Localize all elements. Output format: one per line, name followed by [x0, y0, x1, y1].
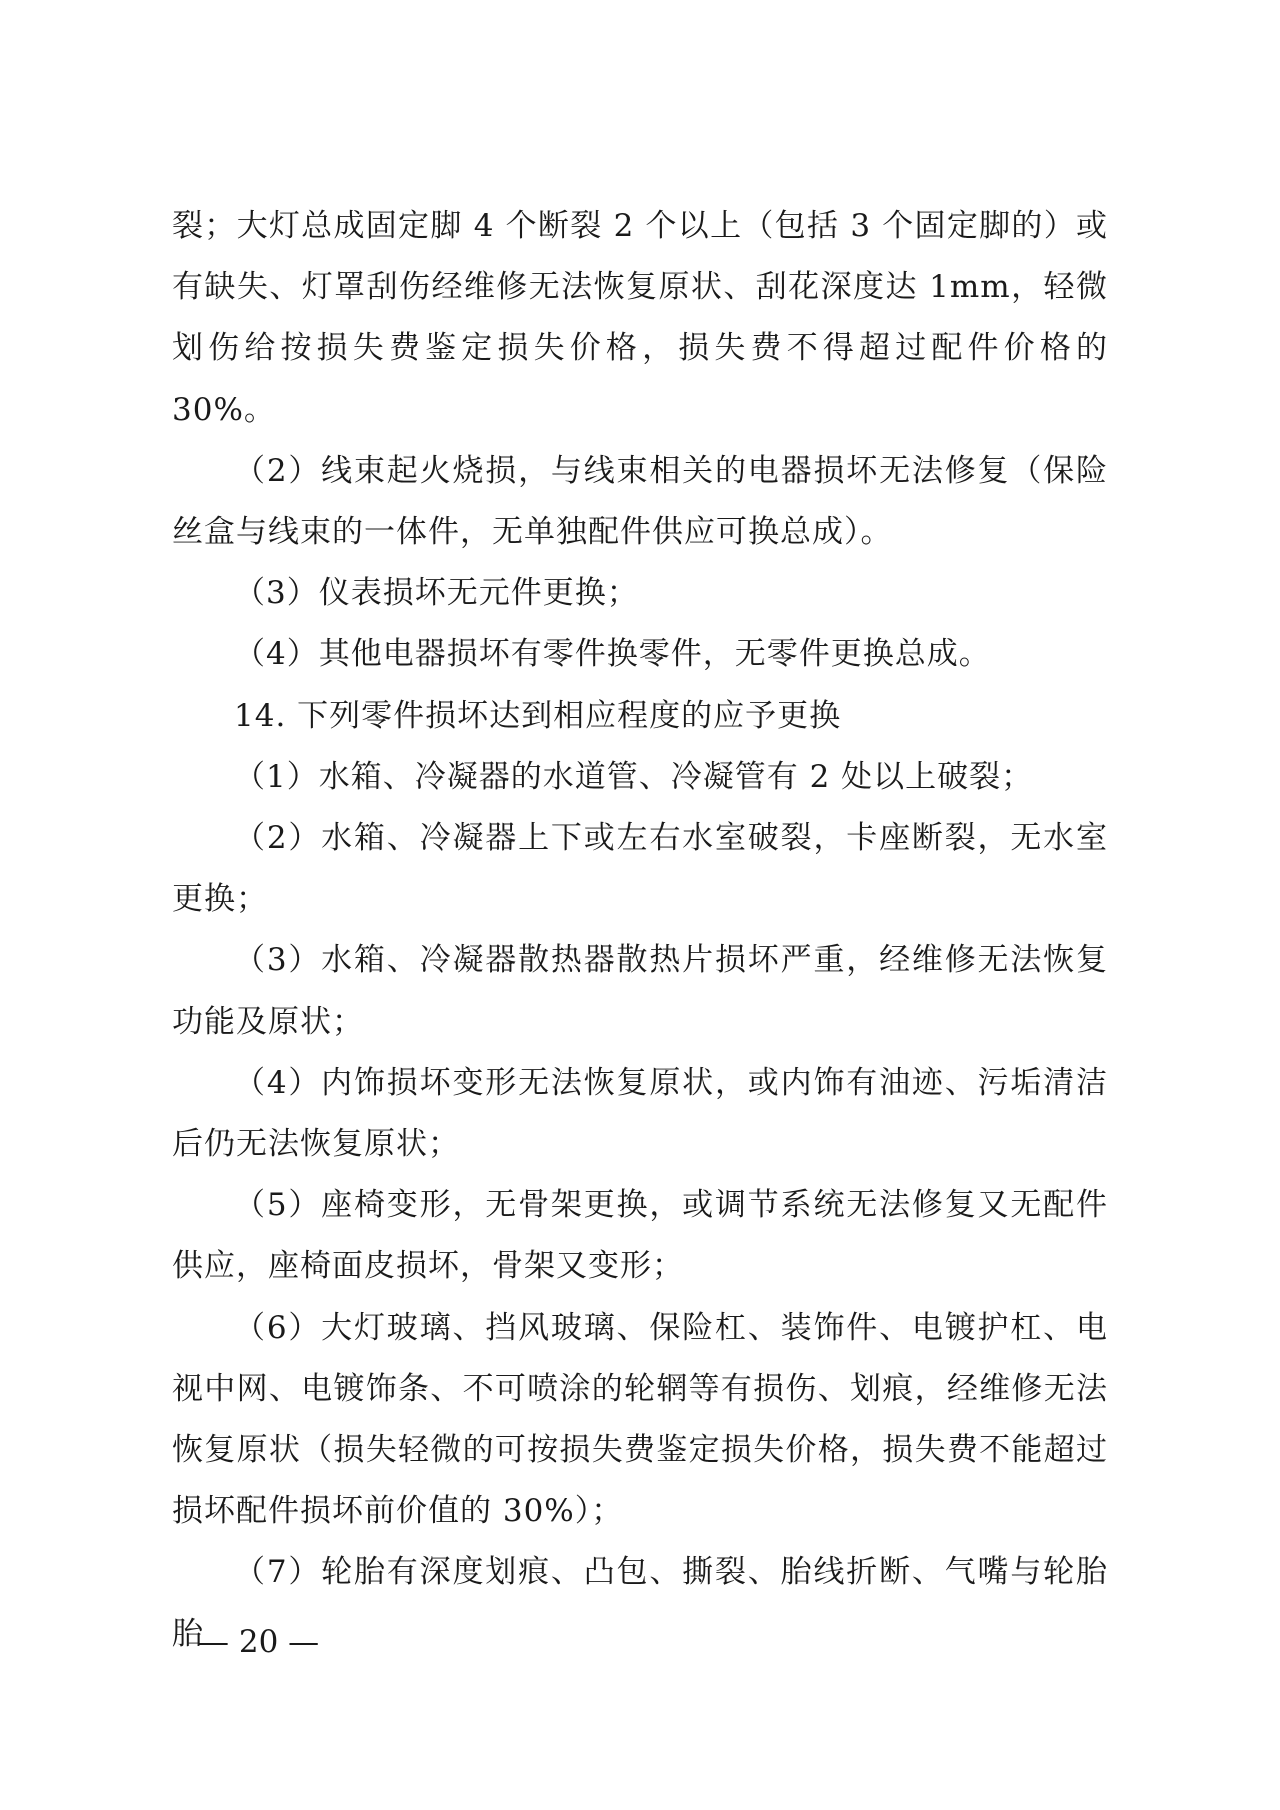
page-number: — 20 — — [198, 1624, 320, 1660]
paragraph-item-4-electrical: （4）其他电器损坏有零件换零件，无零件更换总成。 — [234, 636, 991, 673]
paragraph-continuation: 裂；大灯总成固定脚 4 个断裂 2 个以上（包括 3 个固定脚的）或有缺失、灯罩刮伤经维修无法恢复原状、刮花深度达 1mm，轻微划伤给按损失费鉴定损失价格，损失费不得超过配件价格的 30%。 — [172, 208, 1108, 428]
section-heading-14: 14. 下列零件损坏达到相应程度的应予更换 — [234, 697, 842, 734]
paragraph-item-5-seat: （5）座椅变形，无骨架更换，或调节系统无法修复又无配件供应，座椅面皮损坏，骨架又变形； — [172, 1187, 1108, 1285]
paragraph-item-3-fins: （3）水箱、冷凝器散热器散热片损坏严重，经维修无法恢复功能及原状； — [172, 942, 1108, 1040]
paragraph-item-3-instrument: （3）仪表损坏无元件更换； — [234, 575, 639, 612]
paragraph-item-2-wiring: （2）线束起火烧损，与线束相关的电器损坏无法修复（保险丝盒与线束的一体件，无单独配件供应可换总成）。 — [172, 452, 1108, 551]
paragraph-item-1-radiator-tubes: （1）水箱、冷凝器的水道管、冷凝管有 2 处以上破裂； — [234, 758, 1034, 795]
paragraph-item-6-glass-trim: （6）大灯玻璃、挡风玻璃、保险杠、装饰件、电镀护杠、电视中网、电镀饰条、不可喷涂的轮辋等有损伤、划痕，经维修无法恢复原状（损失轻微的可按损失费鉴定损失价格，损失费不能超过损坏配件损坏前价值的 30%）； — [172, 1309, 1108, 1530]
paragraph-item-7-tire: （7）轮胎有深度划痕、凸包、撕裂、胎线折断、气嘴与轮胎胎 — [172, 1554, 1108, 1652]
document-body — [172, 196, 1108, 1665]
paragraph-item-4-interior: （4）内饰损坏变形无法恢复原状，或内饰有油迹、污垢清洁后仍无法恢复原状； — [172, 1064, 1108, 1163]
paragraph-item-2-water-chamber: （2）水箱、冷凝器上下或左右水室破裂，卡座断裂，无水室更换； — [172, 820, 1108, 918]
